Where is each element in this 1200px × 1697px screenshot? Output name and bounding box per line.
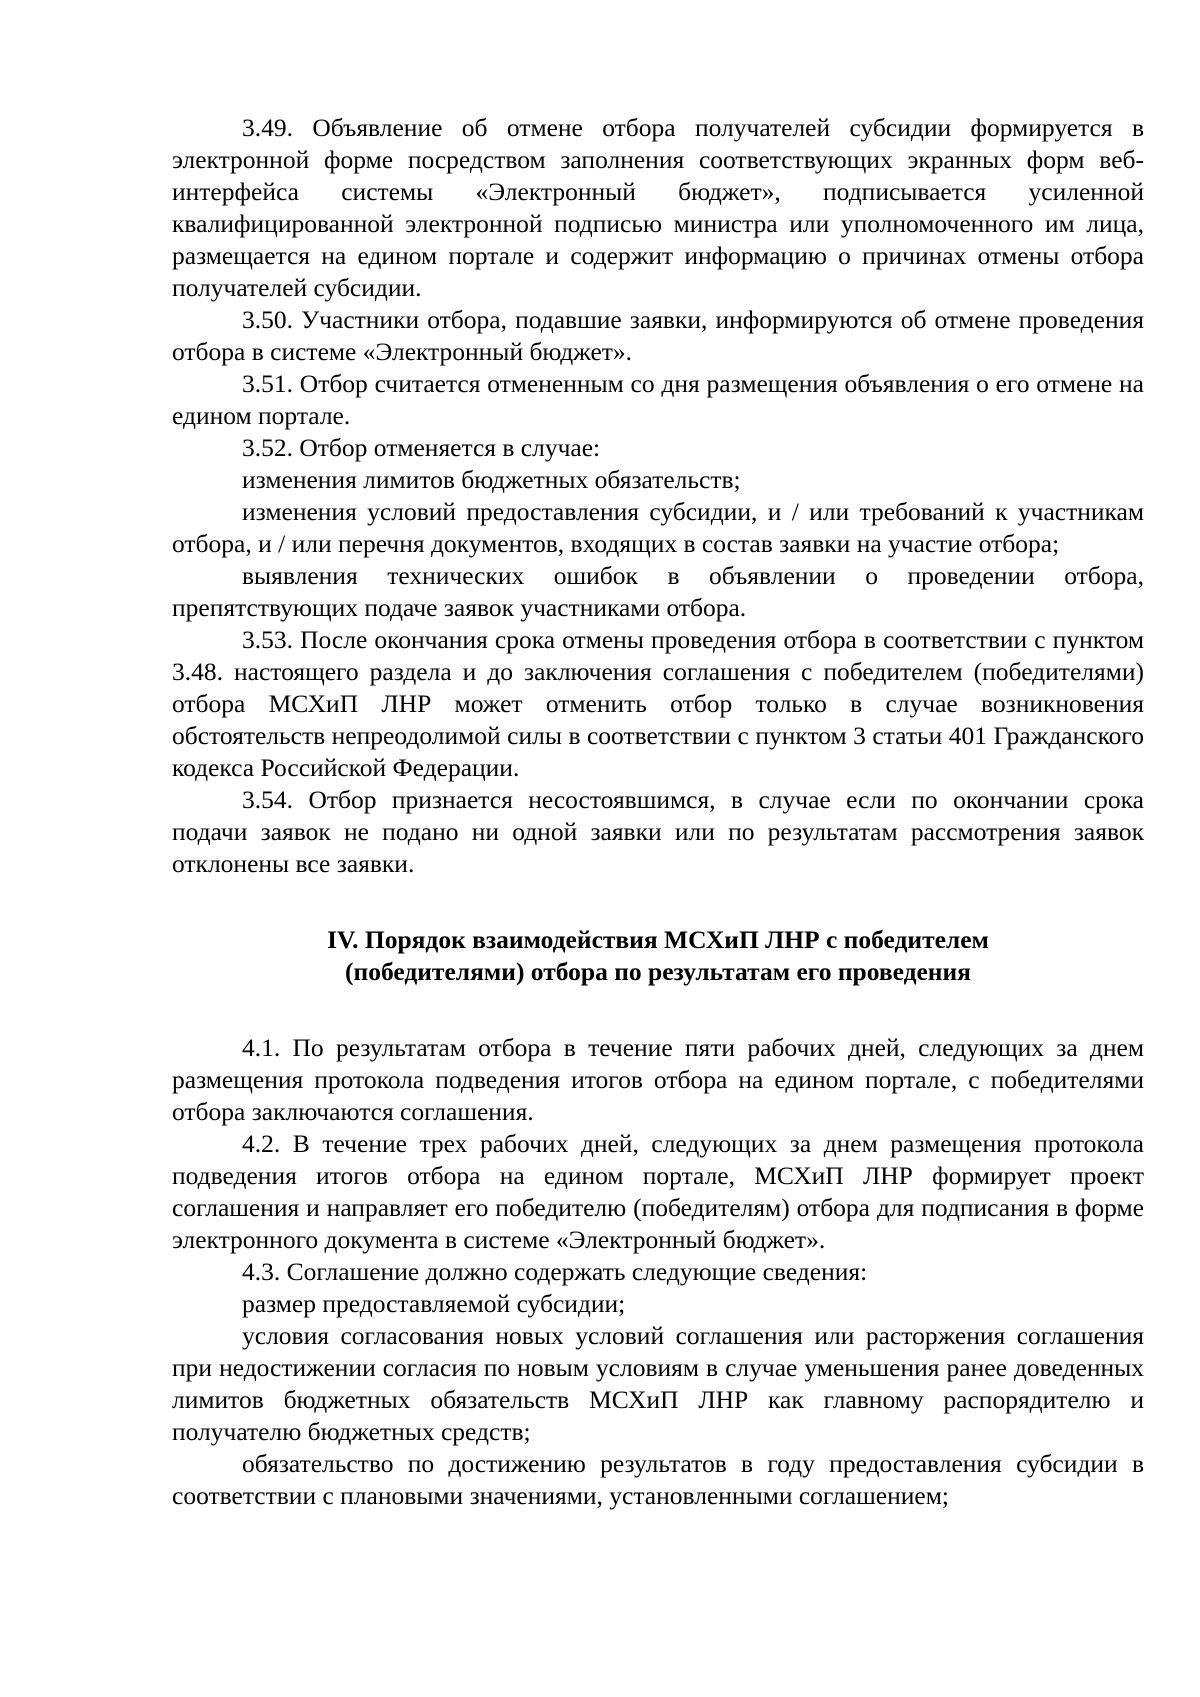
section-3-text xyxy=(172,112,1144,880)
paragraph-4-1: 4.1. По результатам отбора в течение пяти рабочих дней, следующих за днем размещения протокола подведения итогов отбора на едином портале, с победителями отбора заключаются соглашения. xyxy=(172,1033,1144,1126)
list-item-errors: выявления технических ошибок в объявлении о проведении отбора, препятствующих подаче заявок участниками отбора. xyxy=(172,561,1144,622)
paragraph-3-52: 3.52. Отбор отменяется в случае: xyxy=(242,433,601,462)
list-item-conditions: изменения условий предоставления субсидии, и / или требований к участникам отбора, и / или перечня документов, входящих в состав заявки на участие отбора; xyxy=(172,497,1144,558)
paragraph-3-54: 3.54. Отбор признается несостоявшимся, в случае если по окончании срока подачи заявок не подано ни одной заявки или по результатам рассмотрения заявок отклонены все заявки. xyxy=(172,785,1144,878)
list-item-subsidy-size: размер предоставляемой субсидии; xyxy=(242,1289,626,1318)
section-heading-line-1: IV. Порядок взаимодействия МСХиП ЛНР с победителем xyxy=(327,925,989,954)
section-heading xyxy=(172,924,1144,988)
paragraph-4-2: 4.2. В течение трех рабочих дней, следующих за днем размещения протокола подведения итогов отбора на едином портале, МСХиП ЛНР формирует проект соглашения и направляет его победителю (победителям) отбора для подписания в форме электронного документа в системе «Электронный бюджет». xyxy=(172,1129,1144,1254)
list-item-results-obligation: обязательство по достижению результатов в году предоставления субсидии в соответствии с плановыми значениями, установленными соглашением; xyxy=(172,1449,1144,1510)
paragraph-3-50: 3.50. Участники отбора, подавшие заявки, информируются об отмене проведения отбора в системе «Электронный бюджет». xyxy=(172,305,1144,366)
paragraph-3-49: 3.49. Объявление об отмене отбора получателей субсидии формируется в электронной форме посредством заполнения соответствующих экранных форм веб-интерфейса системы «Электронный бюджет», подписывается усиленной квалифицированной электронной подписью министра или уполномоченного им лица, размещается на едином портале и содержит информацию о причинах отмены отбора получателей субсидии. xyxy=(172,113,1144,302)
paragraph-3-51: 3.51. Отбор считается отмененным со дня размещения объявления о его отмене на едином портале. xyxy=(172,369,1144,430)
section-4-text xyxy=(172,1032,1144,1512)
section-heading-line-2: (победителями) отбора по результатам его проведения xyxy=(345,957,971,986)
list-item-limits: изменения лимитов бюджетных обязательств; xyxy=(242,465,741,494)
list-item-agreement-conditions: условия согласования новых условий соглашения или расторжения соглашения при недостижении согласия по новым условиям в случае уменьшения ранее доведенных лимитов бюджетных обязательств МСХиП ЛНР как главному распорядителю и получателю бюджетных средств; xyxy=(172,1321,1144,1446)
paragraph-3-53: 3.53. После окончания срока отмены проведения отбора в соответствии с пунктом 3.48. настоящего раздела и до заключения соглашения с победителем (победителями) отбора МСХиП ЛНР может отменить отбор только в случае возникновения обстоятельств непреодолимой силы в соответствии с пунктом 3 статьи 401 Гражданского кодекса Российской Федерации. xyxy=(172,625,1144,782)
paragraph-4-3: 4.3. Соглашение должно содержать следующие сведения: xyxy=(242,1257,868,1286)
